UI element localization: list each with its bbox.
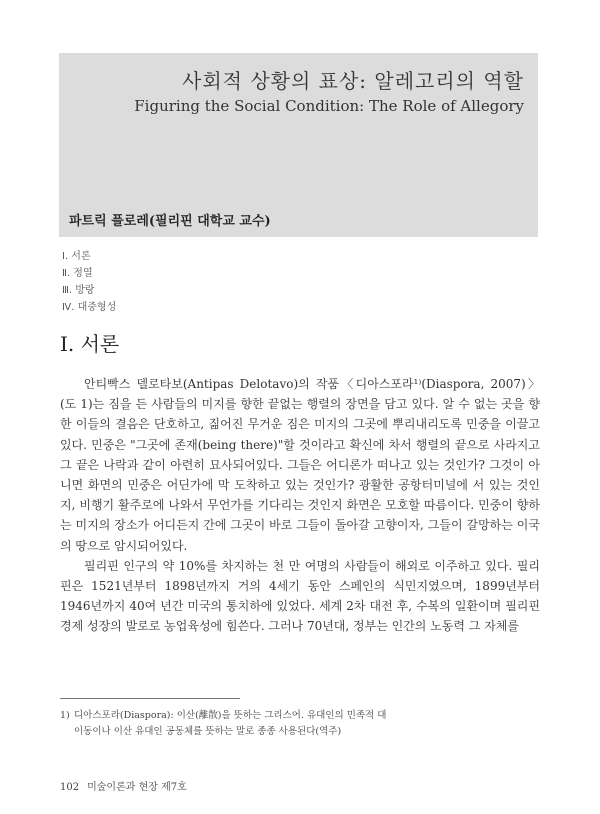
toc-item: Ⅰ. 서론 <box>62 251 91 262</box>
toc-item: Ⅳ. 대중형성 <box>62 302 117 313</box>
body-paragraph: 안티빡스 델로타보(Antipas Delotavo)의 작품〈디아스포라¹⁾(Diaspora, 2007)〉(도 1)는 짐을 든 사람들의 미지를 향한 끝없는 행렬의 장면을 담고 있다. 알 수 없는 곳을 향한 이들의 결음은 단호하고, 짊어진 무거운 짐은 미지의 그곳에 뿌리내리도록 민중을 이끌고 있다. 민중은 "그곳에 존재(being there)"할 것이라고 확신에 차서 행렬의 끝으로 사라지고 그 끝은 나락과 같이 아련히 묘사되어있다. 그들은 어디론가 떠나고 있는 것인가? 그것이 아니면 화면의 민중은 어딘가에 막 도착하고 있는 것인가? 광활한 공항터미널에 서 있는 것인지, 비행기 활주로에 나와서 무언가를 기다리는 것인지 화면은 모호할 따름이다. 민중이 향하는 미지의 장소가 어디든지 간에 그곳이 바로 그들이 돌아갈 고향이자, 그들이 갈망하는 이국의 땅으로 암시되어있다. <box>60 377 540 553</box>
toc-item: Ⅱ. 정열 <box>62 268 93 279</box>
section-heading: Ⅰ. 서론 <box>60 332 120 356</box>
footnote-text-line: 디아스포라(Diaspora): 이산(離散)을 뜻하는 그리스어. 유대인의 민족적 대 <box>74 710 387 721</box>
body-text <box>60 374 540 637</box>
footnote-number: 1) <box>60 710 70 721</box>
footnote-divider <box>60 698 240 699</box>
toc-item: Ⅲ. 방랑 <box>62 285 95 296</box>
paper-title-korean: 사회적 상황의 표상: 알레고리의 역할 <box>182 69 524 93</box>
footnote <box>60 708 435 740</box>
page-footer <box>60 778 195 793</box>
paper-title-english: Figuring the Social Condition: The Role of Allegory <box>134 97 524 115</box>
body-paragraph: 필리핀 인구의 약 10%를 차지하는 천 만 여명의 사람들이 해외로 이주하고 있다. 필리핀은 1521년부터 1898년까지 거의 4세기 동안 스페인의 식민지였으며, 1899년부터 1946년까지 40여 년간 미국의 통치하에 있었다. 세계 2차 대전 후, 수복의 일환이며 필리핀 경제 성장의 발로로 농업육성에 힘쓴다. 그러나 70년대, 정부는 인간의 노동력 그 자체를 <box>60 558 540 634</box>
title-block <box>59 53 538 237</box>
page-number: 102 <box>60 782 80 793</box>
journal-name: 미술이론과 현장 제7호 <box>87 782 187 793</box>
table-of-contents <box>62 248 116 316</box>
footnote-text-line: 이동이나 이산 유대인 공동체를 뜻하는 말로 종종 사용된다(역주) <box>74 726 342 737</box>
author-line: 파트릭 플로레(필리핀 대학교 교수) <box>69 214 271 229</box>
